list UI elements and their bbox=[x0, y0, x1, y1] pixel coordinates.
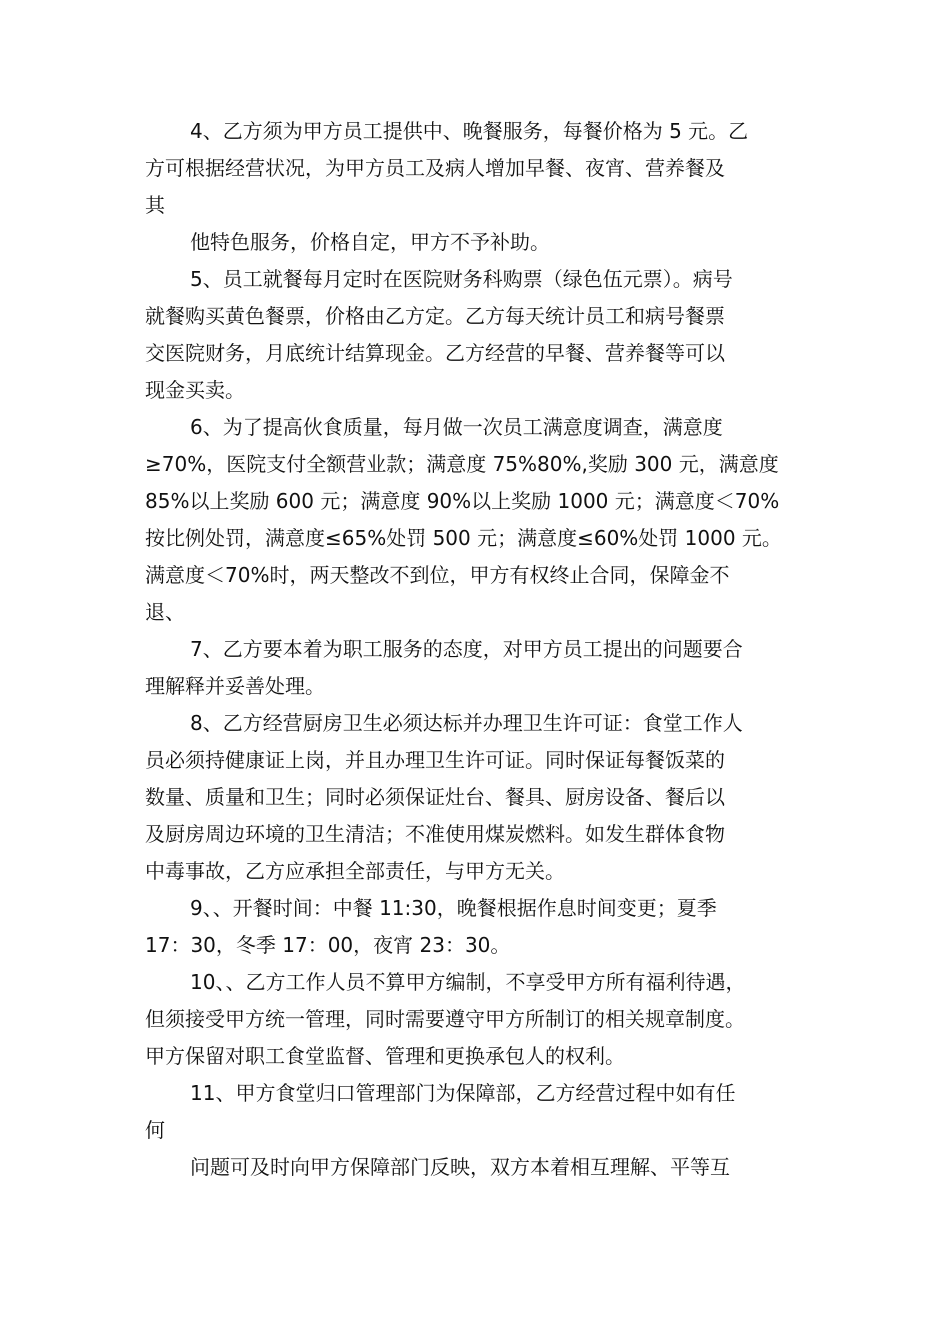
item-5-line-2: 就餐购买黄色餐票，价格由乙方定。乙方每天统计员工和病号餐票 bbox=[145, 304, 725, 328]
item-11-line-3: 问题可及时向甲方保障部门反映，双方本着相互理解、平等互 bbox=[190, 1155, 730, 1179]
item-10-line-3: 甲方保留对职工食堂监督、管理和更换承包人的权利。 bbox=[145, 1044, 625, 1068]
item-8-line-3: 数量、质量和卫生；同时必须保证灶台、餐具、厨房设备、餐后以 bbox=[145, 785, 725, 809]
item-9-line-1: 9、、开餐时间：中餐 11:30，晚餐根据作息时间变更；夏季 bbox=[190, 896, 717, 920]
item-7-line-2: 理解释并妥善处理。 bbox=[145, 674, 325, 698]
item-6-line-6: 退、 bbox=[145, 600, 185, 624]
item-7-line-1: 7、乙方要本着为职工服务的态度，对甲方员工提出的问题要合 bbox=[190, 637, 743, 661]
item-6-line-2: ≥70%，医院支付全额营业款；满意度 75%80%,奖励 300 元，满意度 bbox=[145, 452, 779, 476]
item-4-line-4: 他特色服务，价格自定，甲方不予补助。 bbox=[190, 230, 550, 254]
item-6-line-5: 满意度＜70%时，两天整改不到位，甲方有权终止合同，保障金不 bbox=[145, 563, 730, 587]
document-body bbox=[145, 113, 810, 1186]
item-10-line-1: 10、、乙方工作人员不算甲方编制，不享受甲方所有福利待遇， bbox=[190, 970, 746, 994]
item-4-line-2: 方可根据经营状况，为甲方员工及病人增加早餐、夜宵、营养餐及 bbox=[145, 156, 725, 180]
item-10-line-2: 但须接受甲方统一管理，同时需要遵守甲方所制订的相关规章制度。 bbox=[145, 1007, 745, 1031]
item-6-line-4: 按比例处罚，满意度≤65%处罚 500 元；满意度≤60%处罚 1000 元。 bbox=[145, 526, 782, 550]
item-6-line-3: 85%以上奖励 600 元；满意度 90%以上奖励 1000 元；满意度＜70% bbox=[145, 489, 780, 513]
item-6-line-1: 6、为了提高伙食质量，每月做一次员工满意度调查，满意度 bbox=[190, 415, 723, 439]
item-5-line-4: 现金买卖。 bbox=[145, 378, 245, 402]
item-5-line-3: 交医院财务，月底统计结算现金。乙方经营的早餐、营养餐等可以 bbox=[145, 341, 725, 365]
item-4-line-1: 4、乙方须为甲方员工提供中、晚餐服务，每餐价格为 5 元。乙 bbox=[190, 119, 749, 143]
item-11-line-1: 11、甲方食堂归口管理部门为保障部，乙方经营过程中如有任 bbox=[190, 1081, 736, 1105]
item-4-line-3: 其 bbox=[145, 193, 165, 217]
item-5-line-1: 5、员工就餐每月定时在医院财务科购票（绿色伍元票）。病号 bbox=[190, 267, 733, 291]
item-8-line-2: 员必须持健康证上岗，并且办理卫生许可证。同时保证每餐饭菜的 bbox=[145, 748, 725, 772]
item-9-line-2: 17：30，冬季 17：00，夜宵 23：30。 bbox=[145, 933, 511, 957]
item-8-line-1: 8、乙方经营厨房卫生必须达标并办理卫生许可证：食堂工作人 bbox=[190, 711, 743, 735]
item-8-line-5: 中毒事故，乙方应承担全部责任，与甲方无关。 bbox=[145, 859, 565, 883]
item-8-line-4: 及厨房周边环境的卫生清洁；不准使用煤炭燃料。如发生群体食物 bbox=[145, 822, 725, 846]
item-11-line-2: 何 bbox=[145, 1118, 165, 1142]
